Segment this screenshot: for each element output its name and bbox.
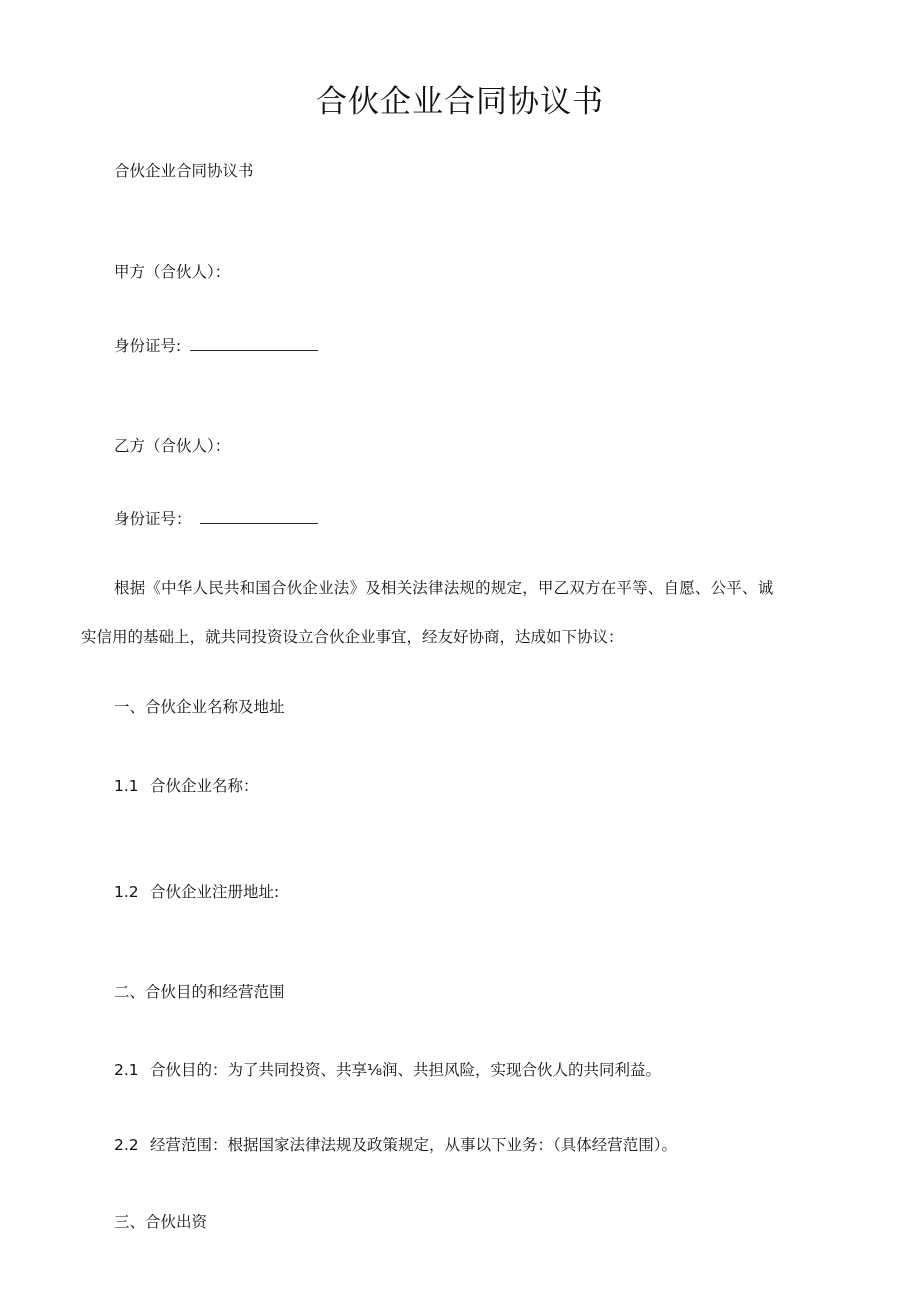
preamble-line-2: 实信用的基础上，就共同投资设立合伙企业事宜，经友好协商，达成如下协议： [81, 628, 624, 646]
section-item [114, 1135, 677, 1155]
party-b-id-blank [200, 509, 318, 524]
item-text: 合伙企业名称： [150, 777, 259, 795]
item-number: 2.2 [114, 1136, 139, 1154]
section-heading: 二、合伙目的和经营范围 [114, 983, 285, 1001]
party-a-label: 甲方（合伙人）： [114, 263, 231, 281]
item-number: 1.1 [114, 777, 139, 795]
section-heading: 三、合伙出资 [114, 1213, 208, 1231]
party-b-id-row [114, 509, 318, 529]
document-title: 合伙企业合同协议书 [316, 84, 604, 120]
party-a-id-label: 身份证号: [114, 337, 182, 355]
party-a-id-row [114, 336, 318, 356]
item-text: 合伙目的：为了共同投资、共享⅛润、共担风险，实现合伙人的共同利益。 [150, 1061, 662, 1079]
party-b-label: 乙方（合伙人）： [114, 437, 231, 455]
preamble-line-1: 根据《中华人民共和国合伙企业法》及相关法律法规的规定，甲乙双方在平等、自愿、公平、诚 [114, 579, 774, 597]
item-text: 经营范围：根据国家法律法规及政策规定，从事以下业务：（具体经营范围）。 [150, 1136, 678, 1154]
section-item [114, 882, 279, 902]
section-item [114, 1060, 661, 1080]
section-item [114, 776, 259, 796]
item-text: 合伙企业注册地址: [150, 883, 280, 901]
document-subtitle: 合伙企业合同协议书 [114, 162, 254, 180]
party-b-id-label: 身份证号： [114, 510, 192, 528]
item-number: 1.2 [114, 883, 139, 901]
section-heading: 一、合伙企业名称及地址 [114, 698, 285, 716]
party-a-id-blank [190, 336, 318, 351]
item-number: 2.1 [114, 1061, 139, 1079]
